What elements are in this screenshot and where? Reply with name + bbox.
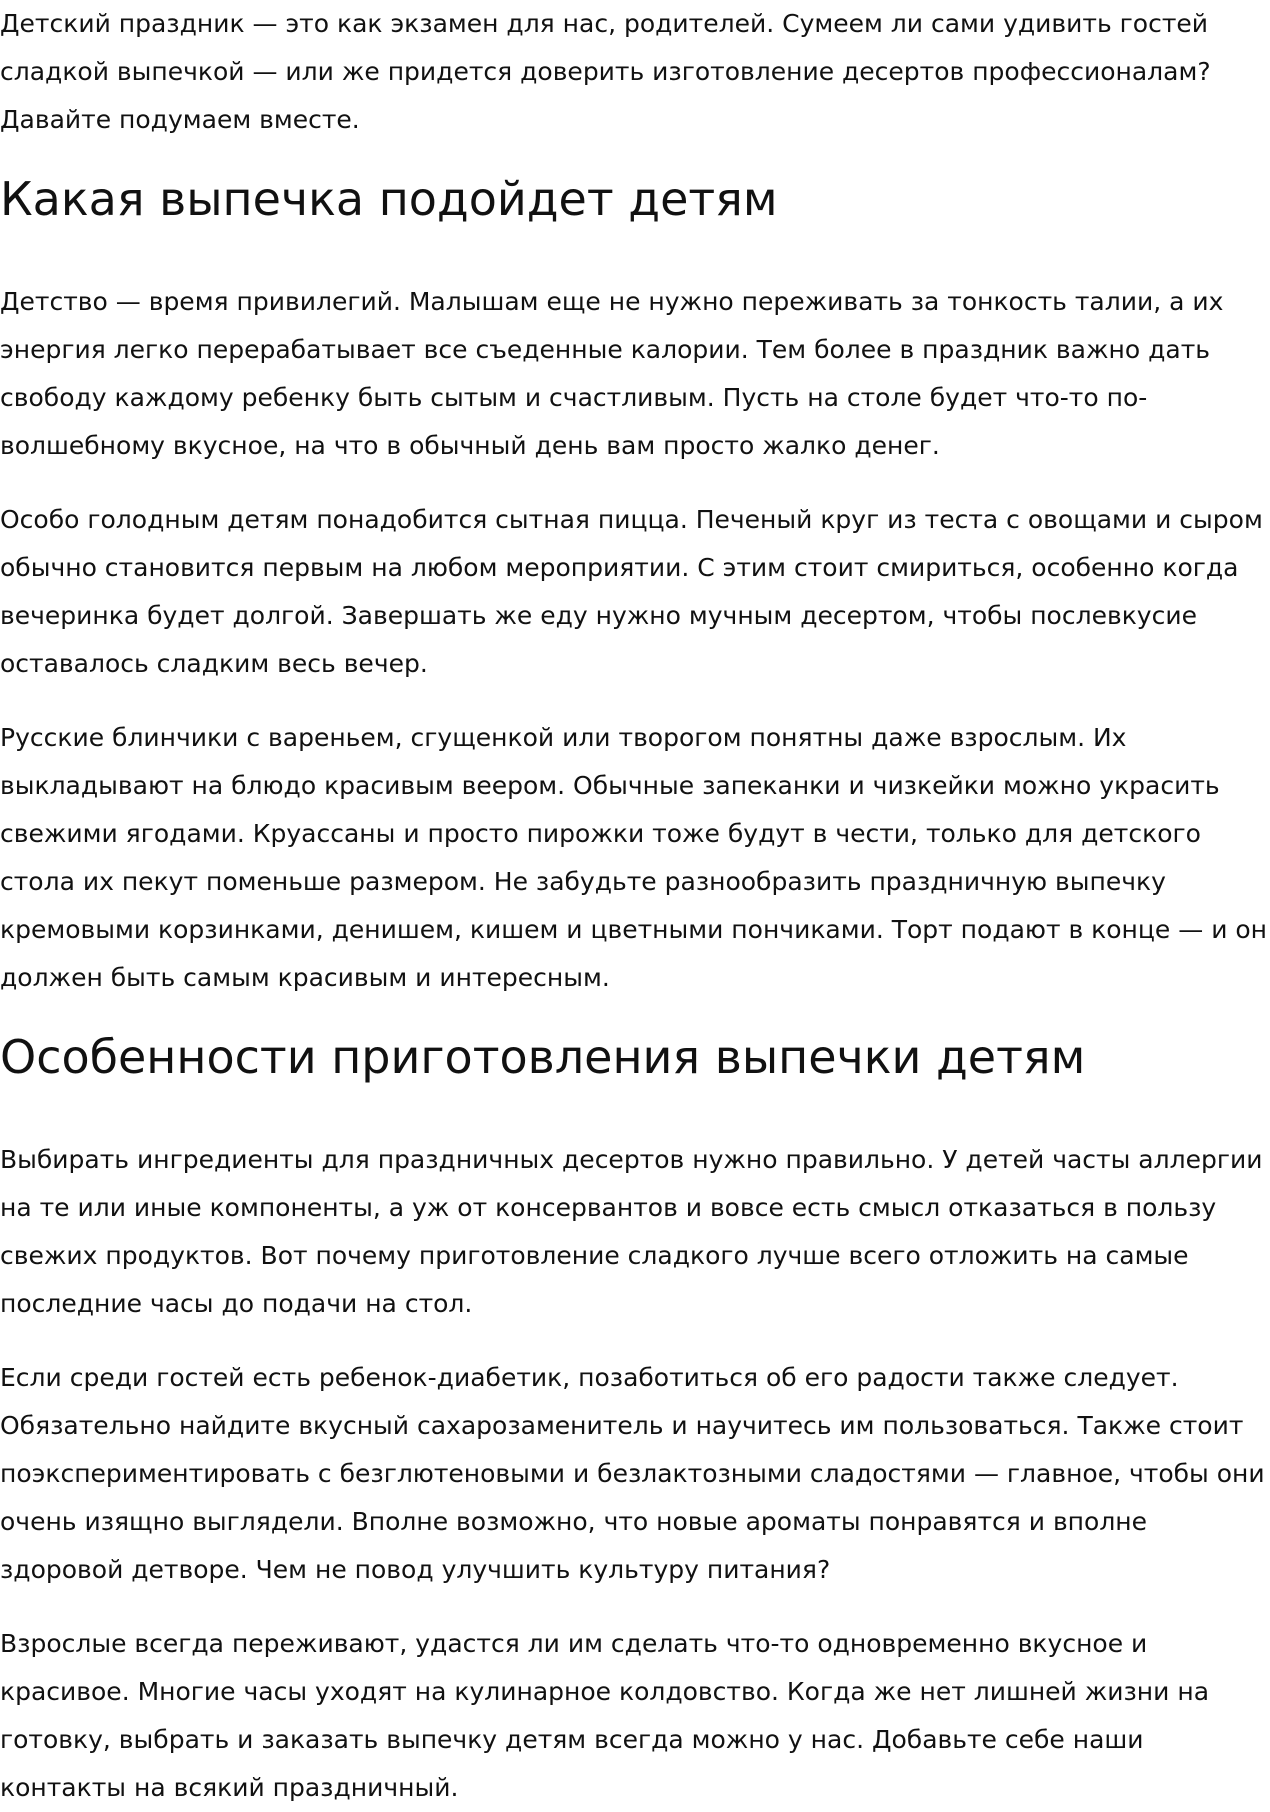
paragraph-pancakes-desserts: Русские блинчики с вареньем, сгущенкой или творогом понятны даже взрослым. Их выкладывают на блюдо красивым веером. Обычные запеканки и чизкейки можно украсить свежими ягодами. Круассаны и просто пирожки тоже будут в чести, только для детского стола их пекут поменьше размером. Не забудьте разнообразить праздничную выпечку кремовыми корзинками, денишем, кишем и цветными пончиками. Торт подают в конце — и он должен быть самым красивым и интересным.	[0, 723, 1268, 992]
paragraph-order-from-us: Взрослые всегда переживают, удастся ли им сделать что-то одновременно вкусное и красивое. Многие часы уходят на кулинарное колдовство. Когда же нет лишней жизни на готовку, выбрать и заказать выпечку детям всегда можно у нас. Добавьте себе наши контакты на всякий праздничный.	[0, 1629, 1210, 1802]
paragraph-diabetic-guests: Если среди гостей есть ребенок-диабетик, позаботиться об его радости также следует. Обязательно найдите вкусный сахарозаменитель и научитесь им пользоваться. Также стоит поэкспериментировать с безглютеновыми и безлактозными сладостями — главное, чтобы они очень изящно выглядели. Вполне возможно, что новые ароматы понравятся и вполне здоровой детворе. Чем не повод улучшить культуру питания?	[0, 1363, 1265, 1584]
paragraph-pizza: Особо голодным детям понадобится сытная пицца. Печеный круг из теста с овощами и сыром обычно становится первым на любом мероприятии. С этим стоит смириться, особенно когда вечеринка будет долгой. Завершать же еду нужно мучным десертом, чтобы послевкусие оставалось сладким весь вечер.	[0, 505, 1263, 678]
intro-paragraph: Детский праздник — это как экзамен для нас, родителей. Сумеем ли сами удивить гостей сладкой выпечкой — или же придется доверить изготовление десертов профессионалам? Давайте подумаем вместе.	[0, 9, 1211, 134]
section-heading-baking-features: Особенности приготовления выпечки детям	[0, 1030, 1086, 1084]
section-heading-kids-pastry: Какая выпечка подойдет детям	[0, 172, 778, 226]
paragraph-childhood-privileges: Детство — время привилегий. Малышам еще не нужно переживать за тонкость талии, а их энергия легко перерабатывает все съеденные калории. Тем более в праздник важно дать свободу каждому ребенку быть сытым и счастливым. Пусть на столе будет что-то по-волшебному вкусное, на что в обычный день вам просто жалко денег.	[0, 287, 1224, 460]
paragraph-ingredients: Выбирать ингредиенты для праздничных десертов нужно правильно. У детей часты аллергии на те или иные компоненты, а уж от консервантов и вовсе есть смысл отказаться в пользу свежих продуктов. Вот почему приготовление сладкого лучше всего отложить на самые последние часы до подачи на стол.	[0, 1145, 1263, 1318]
